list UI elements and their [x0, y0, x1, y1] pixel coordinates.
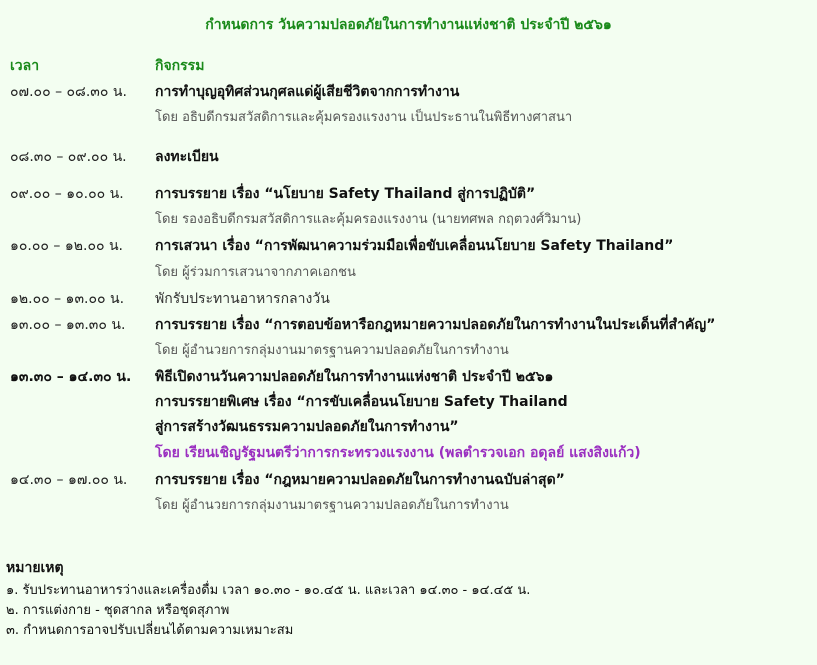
table-row: [0, 106, 817, 126]
table-row: [0, 288, 817, 308]
time-column-header: เวลา: [10, 58, 40, 74]
activity-column-header: กิจกรรม: [155, 58, 205, 74]
note-item: ๑. รับประทานอาหารว่างและเครื่องดื่ม เวลา ๑๐.๓๐ - ๑๐.๔๕ น. และเวลา ๑๔.๓๐ - ๑๔.๔๕ น.: [6, 583, 531, 598]
table-row: [0, 261, 817, 281]
table-row: [0, 366, 817, 386]
table-row: [0, 391, 817, 411]
activity-cell: สู่การสร้างวัฒนธรรมความปลอดภัยในการทำงาน”: [155, 419, 459, 435]
table-row: [0, 314, 817, 334]
table-row: [0, 494, 817, 514]
table-row: [0, 146, 817, 166]
activity-cell: พิธีเปิดงานวันความปลอดภัยในการทำงานแห่งชาติ ประจำปี ๒๕๖๑: [155, 369, 554, 385]
time-cell: ๐๘.๓๐ – ๐๙.๐๐ น.: [10, 149, 127, 165]
activity-cell: การบรรยาย เรื่อง “กฎหมายความปลอดภัยในการทำงานฉบับล่าสุด”: [155, 472, 565, 488]
notes-title: หมายเหตุ: [6, 560, 64, 576]
table-row: [0, 339, 817, 359]
activity-cell: โดย ผู้ร่วมการเสวนาจากภาคเอกชน: [155, 265, 356, 280]
table-row: [0, 235, 817, 255]
time-cell: ๑๓.๐๐ – ๑๓.๓๐ น.: [10, 317, 126, 333]
table-row: [0, 469, 817, 489]
note-item: ๒. การแต่งกาย - ชุดสากล หรือชุดสุภาพ: [6, 603, 230, 618]
note-item: ๓. กำหนดการอาจปรับเปลี่ยนได้ตามความเหมาะสม: [6, 623, 294, 638]
activity-cell: การเสวนา เรื่อง “การพัฒนาความร่วมมือเพื่อขับเคลื่อนนโยบาย Safety Thailand”: [155, 238, 674, 254]
table-row: [0, 81, 817, 101]
activity-cell: โดย อธิบดีกรมสวัสดิการและคุ้มครองแรงงาน เป็นประธานในพิธีทางศาสนา: [155, 110, 573, 125]
activity-cell: การบรรยายพิเศษ เรื่อง “การขับเคลื่อนนโยบาย Safety Thailand: [155, 394, 568, 410]
activity-cell: โดย รองอธิบดีกรมสวัสดิการและคุ้มครองแรงงาน (นายทศพล กฤตวงศ์วิมาน): [155, 212, 582, 227]
table-row: [0, 442, 817, 462]
time-cell: ๑๒.๐๐ – ๑๓.๐๐ น.: [10, 291, 125, 307]
activity-cell: ลงทะเบียน: [155, 149, 219, 165]
activity-cell: การบรรยาย เรื่อง “นโยบาย Safety Thailand สู่การปฏิบัติ”: [155, 186, 536, 202]
time-cell: ๐๙.๐๐ – ๑๐.๐๐ น.: [10, 186, 124, 202]
activity-cell: พักรับประทานอาหารกลางวัน: [155, 291, 330, 307]
notes-section: [6, 557, 530, 641]
activity-cell: โดย ผู้อำนวยการกลุ่มงานมาตรฐานความปลอดภัยในการทำงาน: [155, 498, 509, 513]
activity-cell: การบรรยาย เรื่อง “การตอบข้อหารือกฎหมายความปลอดภัยในการทำงานในประเด็นที่สำคัญ”: [155, 317, 716, 333]
time-cell: ๐๗.๐๐ – ๐๘.๓๐ น.: [10, 84, 127, 100]
table-row: [0, 183, 817, 203]
page-title: กำหนดการ วันความปลอดภัยในการทำงานแห่งชาติ ประจำปี ๒๕๖๑: [205, 17, 612, 33]
table-row: [0, 208, 817, 228]
table-row: [0, 416, 817, 436]
time-cell: ๑๔.๓๐ – ๑๗.๐๐ น.: [10, 472, 128, 488]
time-cell: ๑๐.๐๐ – ๑๒.๐๐ น.: [10, 238, 123, 254]
activity-cell: การทำบุญอุทิศส่วนกุศลแด่ผู้เสียชีวิตจากการทำงาน: [155, 84, 460, 100]
activity-cell: โดย เรียนเชิญรัฐมนตรีว่าการกระทรวงแรงงาน (พลตำรวจเอก อดุลย์ แสงสิงแก้ว): [155, 445, 641, 461]
activity-cell: โดย ผู้อำนวยการกลุ่มงานมาตรฐานความปลอดภัยในการทำงาน: [155, 343, 509, 358]
time-cell: ๑๓.๓๐ – ๑๔.๓๐ น.: [10, 369, 132, 385]
